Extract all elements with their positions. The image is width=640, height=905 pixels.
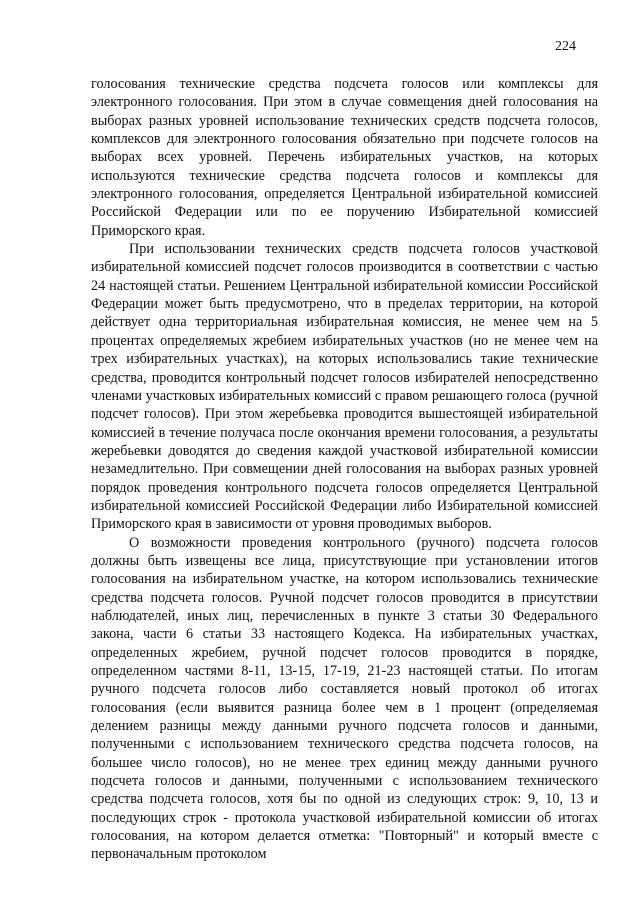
paragraph-continuation: голосования технические средства подсчета голосов или комплексы для электронного голосования. При этом в случае совмещения дней голосования на выборах разных уровней использование технических средств подсчета голосов, комплексов для электронного голосования обязательно при подсчете голосов на выборах всех уровней. Перечень избирательных участков, на которых используются технические средства подсчета голосов и комплексы для электронного голосования, определяется Центральной избирательной комиссией Российской Федерации или по ее поручению Избирательной комиссией Приморского края. <box>91 76 598 239</box>
page-number: 224 <box>555 39 576 54</box>
document-body <box>91 75 598 864</box>
paragraph-manual-count: О возможности проведения контрольного (ручного) подсчета голосов должны быть извещены все лица, присутствующие при установлении итогов голосования на избирательном участке, на котором использовались технические средства подсчета голосов. Ручной подсчет голосов проводится в присутствии наблюдателей, иных лиц, перечисленных в пункте 3 статьи 30 Федерального закона, части 6 статьи 33 настоящего Кодекса. На избирательных участках, определенных жребием, ручной подсчет голосов проводится в порядке, определенном частями 8-11, 13-15, 17-19, 21-23 настоящей статьи. По итогам ручного подсчета голосов либо составляется новый протокол об итогах голосования (если выявится разница более чем в 1 процент (определяемая делением разницы между данными ручного подсчета голосов и данными, полученными с использованием технического средства подсчета голосов, на большее число голосов), но не менее трех единиц между данными ручного подсчета голосов и данными, полученными с использованием технического средства подсчета голосов, хотя бы по одной из следующих строк: 9, 10, 13 и последующих строк - протокола участковой избирательной комиссии об итогах голосования, на котором делается отметка: "Повторный" и который вместе с первоначальным протоколом <box>91 534 598 863</box>
paragraph-technical-means: При использовании технических средств подсчета голосов участковой избирательной комиссией подсчет голосов производится в соответствии с частью 24 настоящей статьи. Решением Центральной избирательной комиссии Российской Федерации может быть предусмотрено, что в пределах территории, на которой действует одна территориальная избирательная комиссия, не менее чем на 5 процентах определяемых жребием избирательных участков (но не менее чем на трех избирательных участках), на которых использовались такие технические средства, проводится контрольный подсчет голосов избирателей непосредственно членами участковых избирательных комиссий с правом решающего голоса (ручной подсчет голосов). При этом жеребьевка проводится вышестоящей избирательной комиссией в течение получаса после окончания времени голосования, а результаты жеребьевки доводятся до сведения каждой участковой избирательной комиссии незамедлительно. При совмещении дней голосования на выборах разных уровней порядок проведения контрольного подсчета голосов определяется Центральной избирательной комиссией Российской Федерации либо Избирательной комиссией Приморского края в зависимости от уровня проводимых выборов. <box>91 241 598 533</box>
